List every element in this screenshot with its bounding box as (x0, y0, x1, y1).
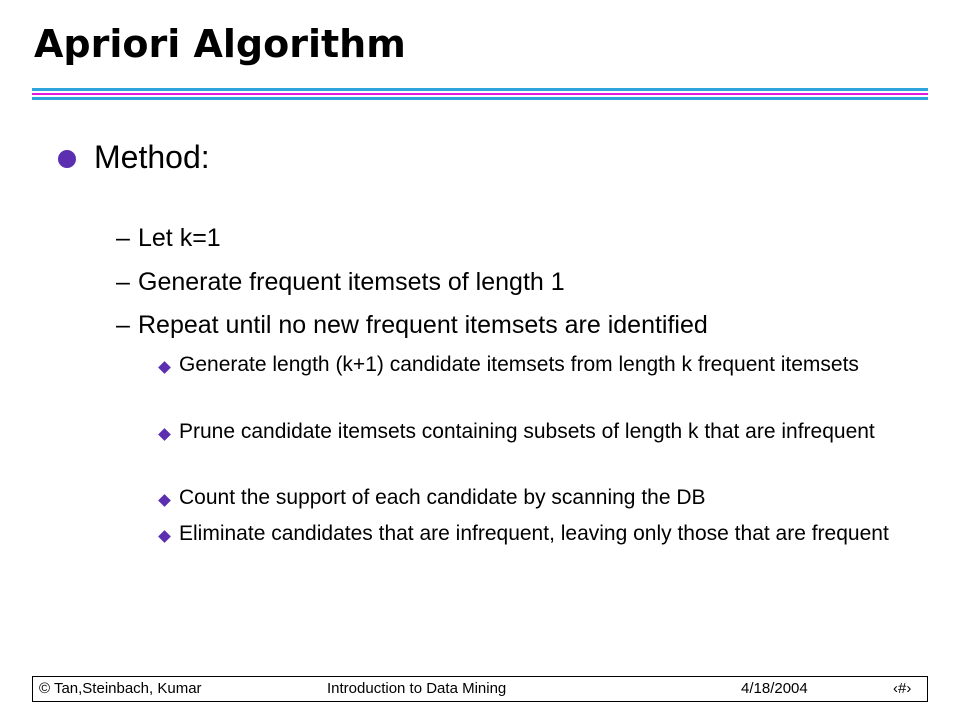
slide-footer (32, 676, 928, 702)
detail-count-support (158, 486, 898, 510)
footer-course-title: Introduction to Data Mining (327, 680, 507, 697)
diamond-bullet-icon (158, 530, 171, 543)
sub-item-repeat (116, 305, 708, 345)
detail-eliminate-candidates (158, 522, 898, 546)
detail-prune-candidates (158, 420, 898, 444)
dash-icon: – (116, 268, 130, 296)
title-rule-middle (32, 93, 928, 95)
detail-generate-candidates (158, 353, 898, 377)
sub-item-text: Generate frequent itemsets of length 1 (138, 268, 565, 296)
footer-authors: © Tan,Steinbach, Kumar (39, 680, 202, 697)
diamond-bullet-icon (158, 494, 171, 507)
detail-text: Generate length (k+1) candidate itemsets from length k frequent itemsets (179, 353, 859, 376)
footer-date: 4/18/2004 (741, 680, 808, 697)
dash-icon: – (116, 311, 130, 339)
title-rule-bottom (32, 97, 928, 100)
sub-item-text: Repeat until no new frequent itemsets are identified (138, 311, 708, 339)
detail-text: Eliminate candidates that are infrequent, leaving only those that are frequent (179, 522, 889, 545)
bullet-method (58, 133, 210, 181)
slide-title: Apriori Algorithm (34, 22, 406, 66)
detail-text: Prune candidate itemsets containing subsets of length k that are infrequent (179, 420, 875, 443)
diamond-bullet-icon (158, 428, 171, 441)
detail-text: Count the support of each candidate by scanning the DB (179, 486, 706, 509)
dash-icon: – (116, 224, 130, 252)
round-bullet-icon (58, 150, 76, 168)
diamond-bullet-icon (158, 361, 171, 374)
sub-item-let-k (116, 218, 221, 258)
sub-item-generate-length-1 (116, 262, 565, 302)
sub-item-text: Let k=1 (138, 224, 221, 252)
footer-slide-number: ‹#› (893, 680, 912, 697)
title-rule-top (32, 88, 928, 91)
method-label: Method: (94, 139, 210, 175)
